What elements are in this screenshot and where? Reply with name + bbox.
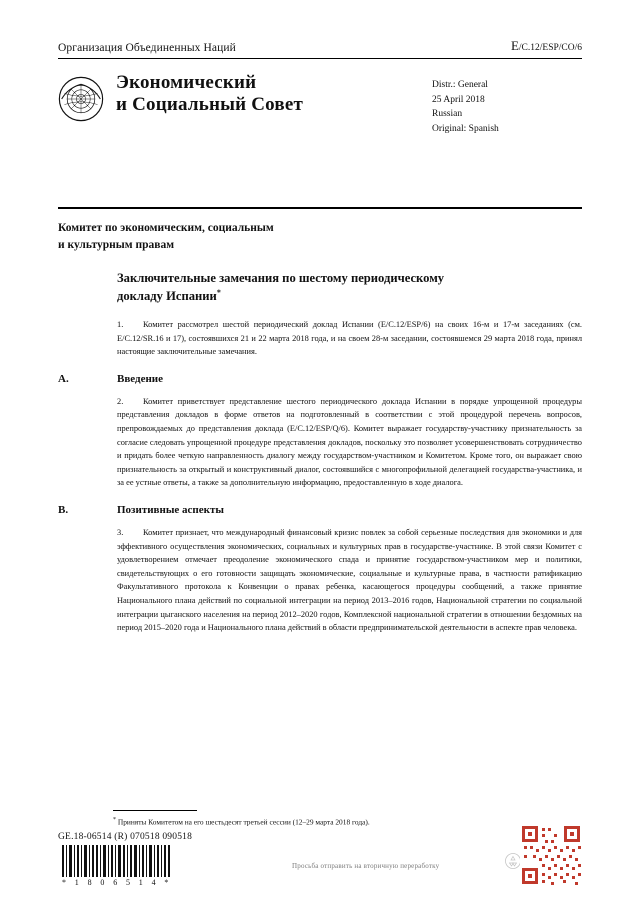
distr-line-2: 25 April 2018 — [432, 94, 485, 105]
paragraph-1 — [117, 318, 582, 359]
committee-name — [58, 220, 478, 253]
header-divider — [58, 58, 582, 59]
committee-line-1: Комитет по экономическим, социальным — [58, 222, 274, 234]
un-emblem — [58, 76, 104, 122]
paragraph-1-number: 1. — [117, 319, 124, 329]
section-b-heading — [58, 504, 582, 517]
barcode — [62, 845, 170, 877]
footnote-text: Приняты Комитетом на его шестьдесят третьей сессии (12–29 марта 2018 года). — [117, 817, 370, 827]
header-top-row — [58, 38, 582, 54]
distr-line-3: Russian — [432, 109, 463, 120]
page-title-line-1: Заключительные замечания по шестому периодическому — [117, 271, 445, 285]
document-symbol — [511, 38, 582, 54]
document-body — [58, 270, 582, 647]
footnote — [113, 816, 533, 828]
document-code: GE.18-06514 (R) 070518 090518 — [58, 832, 193, 842]
footnote-divider — [113, 810, 197, 811]
document-symbol-suffix: /C.12/ESP/CO/6 — [518, 43, 582, 53]
paragraph-2-text: Комитет приветствует представление шестого периодического доклада Испании в порядке упрощенной процедуры представления докладов в форме ответов на подготовленный в соответствии с этой процедурой перечень вопросов, препровождаемых до представления доклада (E/C.12/ESP/Q/6). Комитет выражает государству-участнику признательность за согласие следовать упрощенной процедуре представления докладов, поскольку это позволяет усовершенствовать сотрудничество и придать более четкую направленность диалогу между государством-участником и Комитетом. Кроме того, он выражает свою признательность за открытый и конструктивный диалог, состоявшийся с многопрофильной делегацией государства-участника, и за ее устные ответы, а также за дополнительную информацию, предоставленную в ходе диалога. — [117, 396, 582, 488]
committee-line-2: и культурным правам — [58, 238, 175, 251]
masthead — [58, 70, 582, 137]
masthead-line-2: и Социальный Совет — [116, 94, 304, 116]
paragraph-3-text: Комитет признает, что международный финансовый кризис повлек за собой серьезные последствия для экономики и для эффективного осуществления экономических, социальных и культурных прав в государстве-участнике. В этой связи Комитет с удовлетворением отмечает преодоление экономического спада и принятие государством-участником мер и политики, свидетельствующих о его готовности защищать экономические, социальные и культурные права, в частности ратификацию Факультативного протокола к Конвенции о правах ребенка, касающегося процедуры сообщений, а также принятие Национального плана действий по социальной интеграции на период 2013–2016 годов, Национальной стратегии по социальной интеграции цыганского населения на период 2012–2020 годов, Комплексной национальной стратегии в отношении бездомных на период 2015–2020 года и Национального плана действий в области предпринимательской деятельности в аспекте прав человека. — [117, 528, 582, 633]
section-a-letter: A. — [58, 372, 69, 385]
section-a-title: Введение — [117, 372, 164, 385]
page-title-line-2: докладу Испании — [117, 289, 217, 304]
section-b-title: Позитивные аспекты — [117, 504, 224, 517]
distr-line-1: Distr.: General — [432, 80, 488, 90]
qr-code — [520, 824, 582, 886]
masthead-divider — [58, 207, 582, 209]
distribution-block — [432, 78, 582, 137]
title-footnote-marker: * — [216, 288, 221, 298]
paragraph-1-text: Комитет рассмотрел шестой периодический доклад Испании (E/C.12/ESP/6) на своих 16-м и 17-м заседаниях (см. E/C.12/SR.16 и 17), состоявшихся 21 и 22 марта 2018 года, и на своем 28-м заседании, состоявшемся 29 марта 2018 года, принял настоящие заключительные замечания. — [117, 319, 582, 357]
section-b-letter: B. — [58, 504, 69, 517]
paragraph-2 — [117, 395, 582, 490]
paragraph-2-number: 2. — [117, 396, 124, 406]
paragraph-3-number: 3. — [117, 528, 124, 538]
document-symbol-prefix: E — [510, 38, 519, 53]
section-b — [58, 504, 582, 635]
paragraph-3 — [117, 526, 582, 635]
footnote-marker: * — [113, 817, 116, 823]
barcode-number: * 1 8 0 6 5 1 4 * — [62, 878, 172, 887]
section-a-heading — [58, 372, 582, 385]
recycle-note: Просьба отправить на вторичную переработку — [292, 862, 440, 870]
recycle-icon — [505, 853, 521, 869]
distr-line-4: Original: Spanish — [432, 124, 499, 135]
section-a — [58, 372, 582, 490]
organization-name: Организация Объединенных Наций — [58, 42, 236, 54]
page-title — [117, 270, 582, 306]
masthead-line-1: Экономический — [116, 72, 257, 93]
masthead-title — [116, 72, 432, 117]
